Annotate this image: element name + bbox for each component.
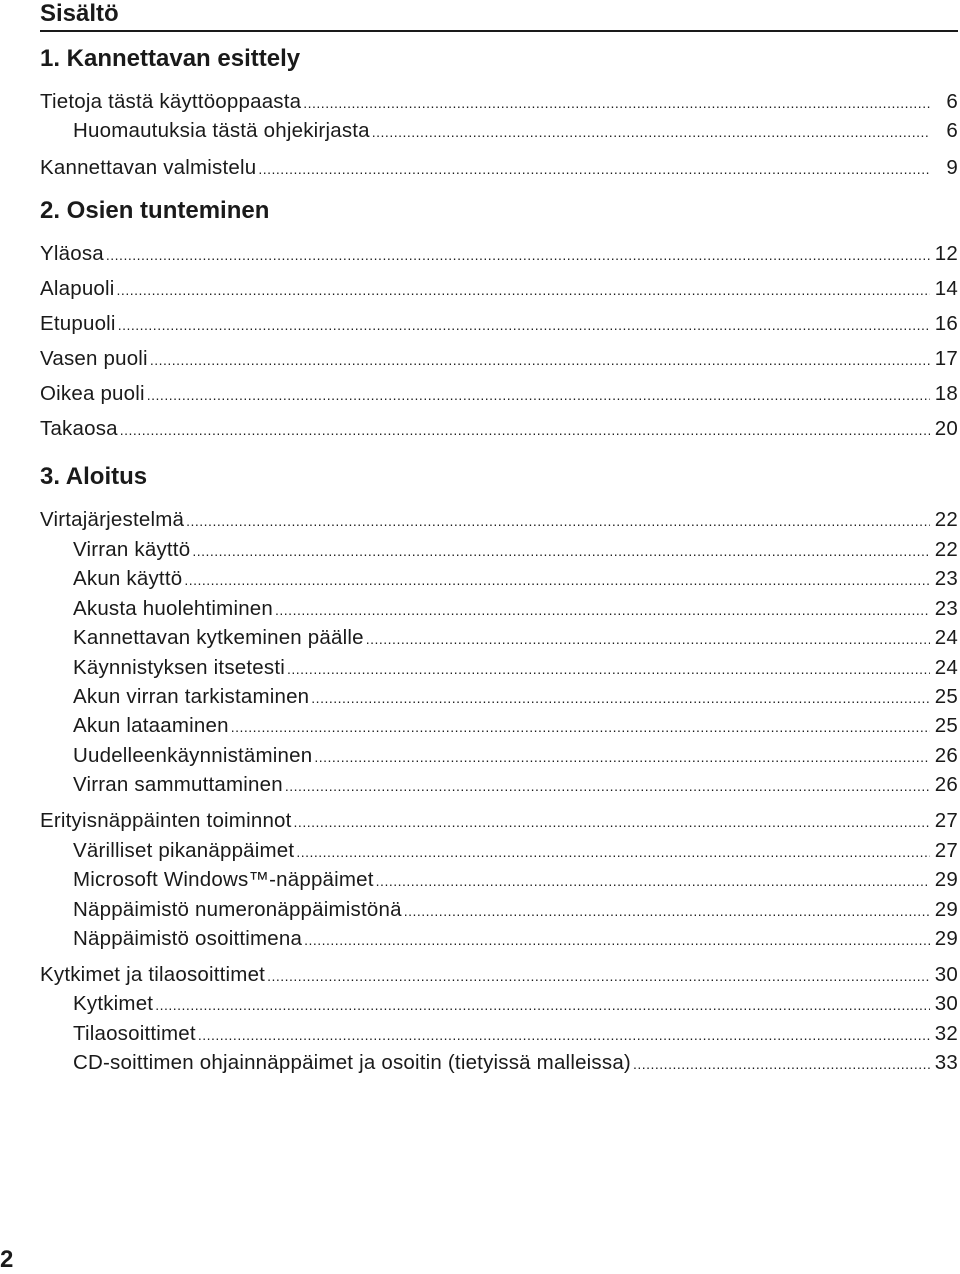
toc-entry-page: 27 xyxy=(934,809,958,832)
toc-entry-label: Virran käyttö xyxy=(73,538,191,561)
toc-entry[interactable] xyxy=(40,381,958,407)
toc-entry[interactable] xyxy=(40,808,958,834)
toc-entry-page: 22 xyxy=(934,508,958,531)
toc-entry[interactable] xyxy=(40,155,958,181)
toc-entry-label: Kannettavan kytkeminen päälle xyxy=(73,626,364,649)
toc-entry[interactable] xyxy=(40,346,958,372)
toc-entry-page: 17 xyxy=(934,347,958,370)
toc-entry-page: 29 xyxy=(934,898,958,921)
toc-entry-label: CD-soittimen ohjainnäppäimet ja osoitin (tietyissä malleissa) xyxy=(73,1051,631,1074)
toc-entry[interactable] xyxy=(40,241,958,267)
toc-entry-page: 14 xyxy=(934,277,958,300)
dot-leader xyxy=(311,691,930,705)
dot-leader xyxy=(366,632,930,646)
toc-entry[interactable] xyxy=(73,537,958,563)
toc-entry[interactable] xyxy=(73,743,958,769)
dot-leader xyxy=(304,933,930,947)
toc-entry-label: Tietoja tästä käyttöoppaasta xyxy=(40,90,302,113)
toc-entry[interactable] xyxy=(73,926,958,952)
toc-entry-label: Microsoft Windows™-näppäimet xyxy=(73,868,374,891)
section-heading: 2. Osien tunteminen xyxy=(40,197,270,224)
toc-entry-label: Värilliset pikanäppäimet xyxy=(73,839,295,862)
toc-entry-page: 26 xyxy=(934,744,958,767)
dot-leader xyxy=(118,318,930,332)
dot-leader xyxy=(184,573,930,587)
dot-leader xyxy=(275,603,930,617)
dot-leader xyxy=(117,283,930,297)
toc-entry[interactable] xyxy=(73,867,958,893)
toc-entry-label: Erityisnäppäinten toiminnot xyxy=(40,809,292,832)
toc-entry[interactable] xyxy=(73,118,958,144)
dot-leader xyxy=(376,874,930,888)
toc-entry[interactable] xyxy=(73,1021,958,1047)
toc-entry[interactable] xyxy=(73,625,958,651)
toc-entry-label: Yläosa xyxy=(40,242,104,265)
dot-leader xyxy=(192,544,930,558)
toc-entry-page: 33 xyxy=(934,1051,958,1074)
dot-leader xyxy=(294,815,930,829)
toc-entry-page: 6 xyxy=(946,90,958,113)
toc-entry-label: Tilaosoittimet xyxy=(73,1022,196,1045)
toc-entry-page: 20 xyxy=(934,417,958,440)
section-heading: 3. Aloitus xyxy=(40,463,148,490)
toc-entry-label: Näppäimistö osoittimena xyxy=(73,927,303,950)
toc-entry-label: Akusta huolehtiminen xyxy=(73,597,274,620)
toc-entry-page: 29 xyxy=(934,868,958,891)
toc-entry-page: 9 xyxy=(946,156,958,179)
toc-entry-label: Takaosa xyxy=(40,417,118,440)
toc-entry[interactable] xyxy=(73,838,958,864)
toc-entry[interactable] xyxy=(40,89,958,115)
toc-entry-page: 27 xyxy=(934,839,958,862)
dot-leader xyxy=(303,96,930,110)
toc-entry-label: Näppäimistö numeronäppäimistönä xyxy=(73,898,402,921)
dot-leader xyxy=(296,845,930,859)
toc-entry[interactable] xyxy=(40,962,958,988)
toc-entry[interactable] xyxy=(73,684,958,710)
toc-entry-page: 23 xyxy=(934,567,958,590)
toc-entry-page: 26 xyxy=(934,773,958,796)
toc-entry[interactable] xyxy=(40,276,958,302)
dot-leader xyxy=(314,750,930,764)
toc-entry-page: 25 xyxy=(934,685,958,708)
toc-entry-label: Akun lataaminen xyxy=(73,714,229,737)
toc-entry-label: Vasen puoli xyxy=(40,347,148,370)
dot-leader xyxy=(633,1057,930,1071)
toc-entry-page: 6 xyxy=(946,119,958,142)
toc-entry[interactable] xyxy=(73,655,958,681)
toc-entry[interactable] xyxy=(73,1050,958,1076)
toc-entry-page: 24 xyxy=(934,656,958,679)
dot-leader xyxy=(147,388,930,402)
toc-entry-label: Etupuoli xyxy=(40,312,116,335)
dot-leader xyxy=(267,969,930,983)
page-title: Sisältö xyxy=(40,0,119,27)
toc-entry-page: 24 xyxy=(934,626,958,649)
title-divider xyxy=(40,30,958,32)
toc-entry[interactable] xyxy=(73,772,958,798)
dot-leader xyxy=(285,779,930,793)
page-number: 2 xyxy=(0,1246,14,1273)
toc-entry-label: Uudelleenkäynnistäminen xyxy=(73,744,313,767)
toc-entry-label: Virran sammuttaminen xyxy=(73,773,283,796)
dot-leader xyxy=(231,720,930,734)
toc-entry-label: Akun virran tarkistaminen xyxy=(73,685,310,708)
toc-entry-page: 29 xyxy=(934,927,958,950)
dot-leader xyxy=(198,1028,930,1042)
toc-entry-label: Kytkimet xyxy=(73,992,154,1015)
toc-entry-label: Alapuoli xyxy=(40,277,115,300)
toc-entry-label: Käynnistyksen itsetesti xyxy=(73,656,285,679)
section-heading: 1. Kannettavan esittely xyxy=(40,45,301,72)
dot-leader xyxy=(287,662,930,676)
toc-entry-label: Virtajärjestelmä xyxy=(40,508,185,531)
toc-entry[interactable] xyxy=(73,566,958,592)
toc-entry-page: 25 xyxy=(934,714,958,737)
dot-leader xyxy=(120,423,930,437)
toc-entry-label: Kannettavan valmistelu xyxy=(40,156,257,179)
toc-entry-page: 18 xyxy=(934,382,958,405)
toc-entry[interactable] xyxy=(73,991,958,1017)
dot-leader xyxy=(372,125,930,139)
toc-entry-label: Oikea puoli xyxy=(40,382,145,405)
toc-entry[interactable] xyxy=(73,713,958,739)
toc-entry[interactable] xyxy=(73,897,958,923)
dot-leader xyxy=(258,162,930,176)
dot-leader xyxy=(404,904,930,918)
toc-entry-page: 16 xyxy=(934,312,958,335)
dot-leader xyxy=(150,353,930,367)
toc-entry-page: 30 xyxy=(934,992,958,1015)
toc-entry-label: Akun käyttö xyxy=(73,567,183,590)
toc-entry-page: 22 xyxy=(934,538,958,561)
toc-entry-label: Kytkimet ja tilaosoittimet xyxy=(40,963,266,986)
dot-leader xyxy=(155,998,930,1012)
toc-entry[interactable] xyxy=(40,416,958,442)
toc-entry-page: 23 xyxy=(934,597,958,620)
toc-entry-page: 12 xyxy=(934,242,958,265)
toc-entry-page: 32 xyxy=(934,1022,958,1045)
toc-entry[interactable] xyxy=(40,311,958,337)
dot-leader xyxy=(106,248,930,262)
toc-entry-page: 30 xyxy=(934,963,958,986)
dot-leader xyxy=(186,514,930,528)
toc-entry[interactable] xyxy=(40,507,958,533)
toc-entry[interactable] xyxy=(73,596,958,622)
toc-entry-label: Huomautuksia tästä ohjekirjasta xyxy=(73,119,370,142)
